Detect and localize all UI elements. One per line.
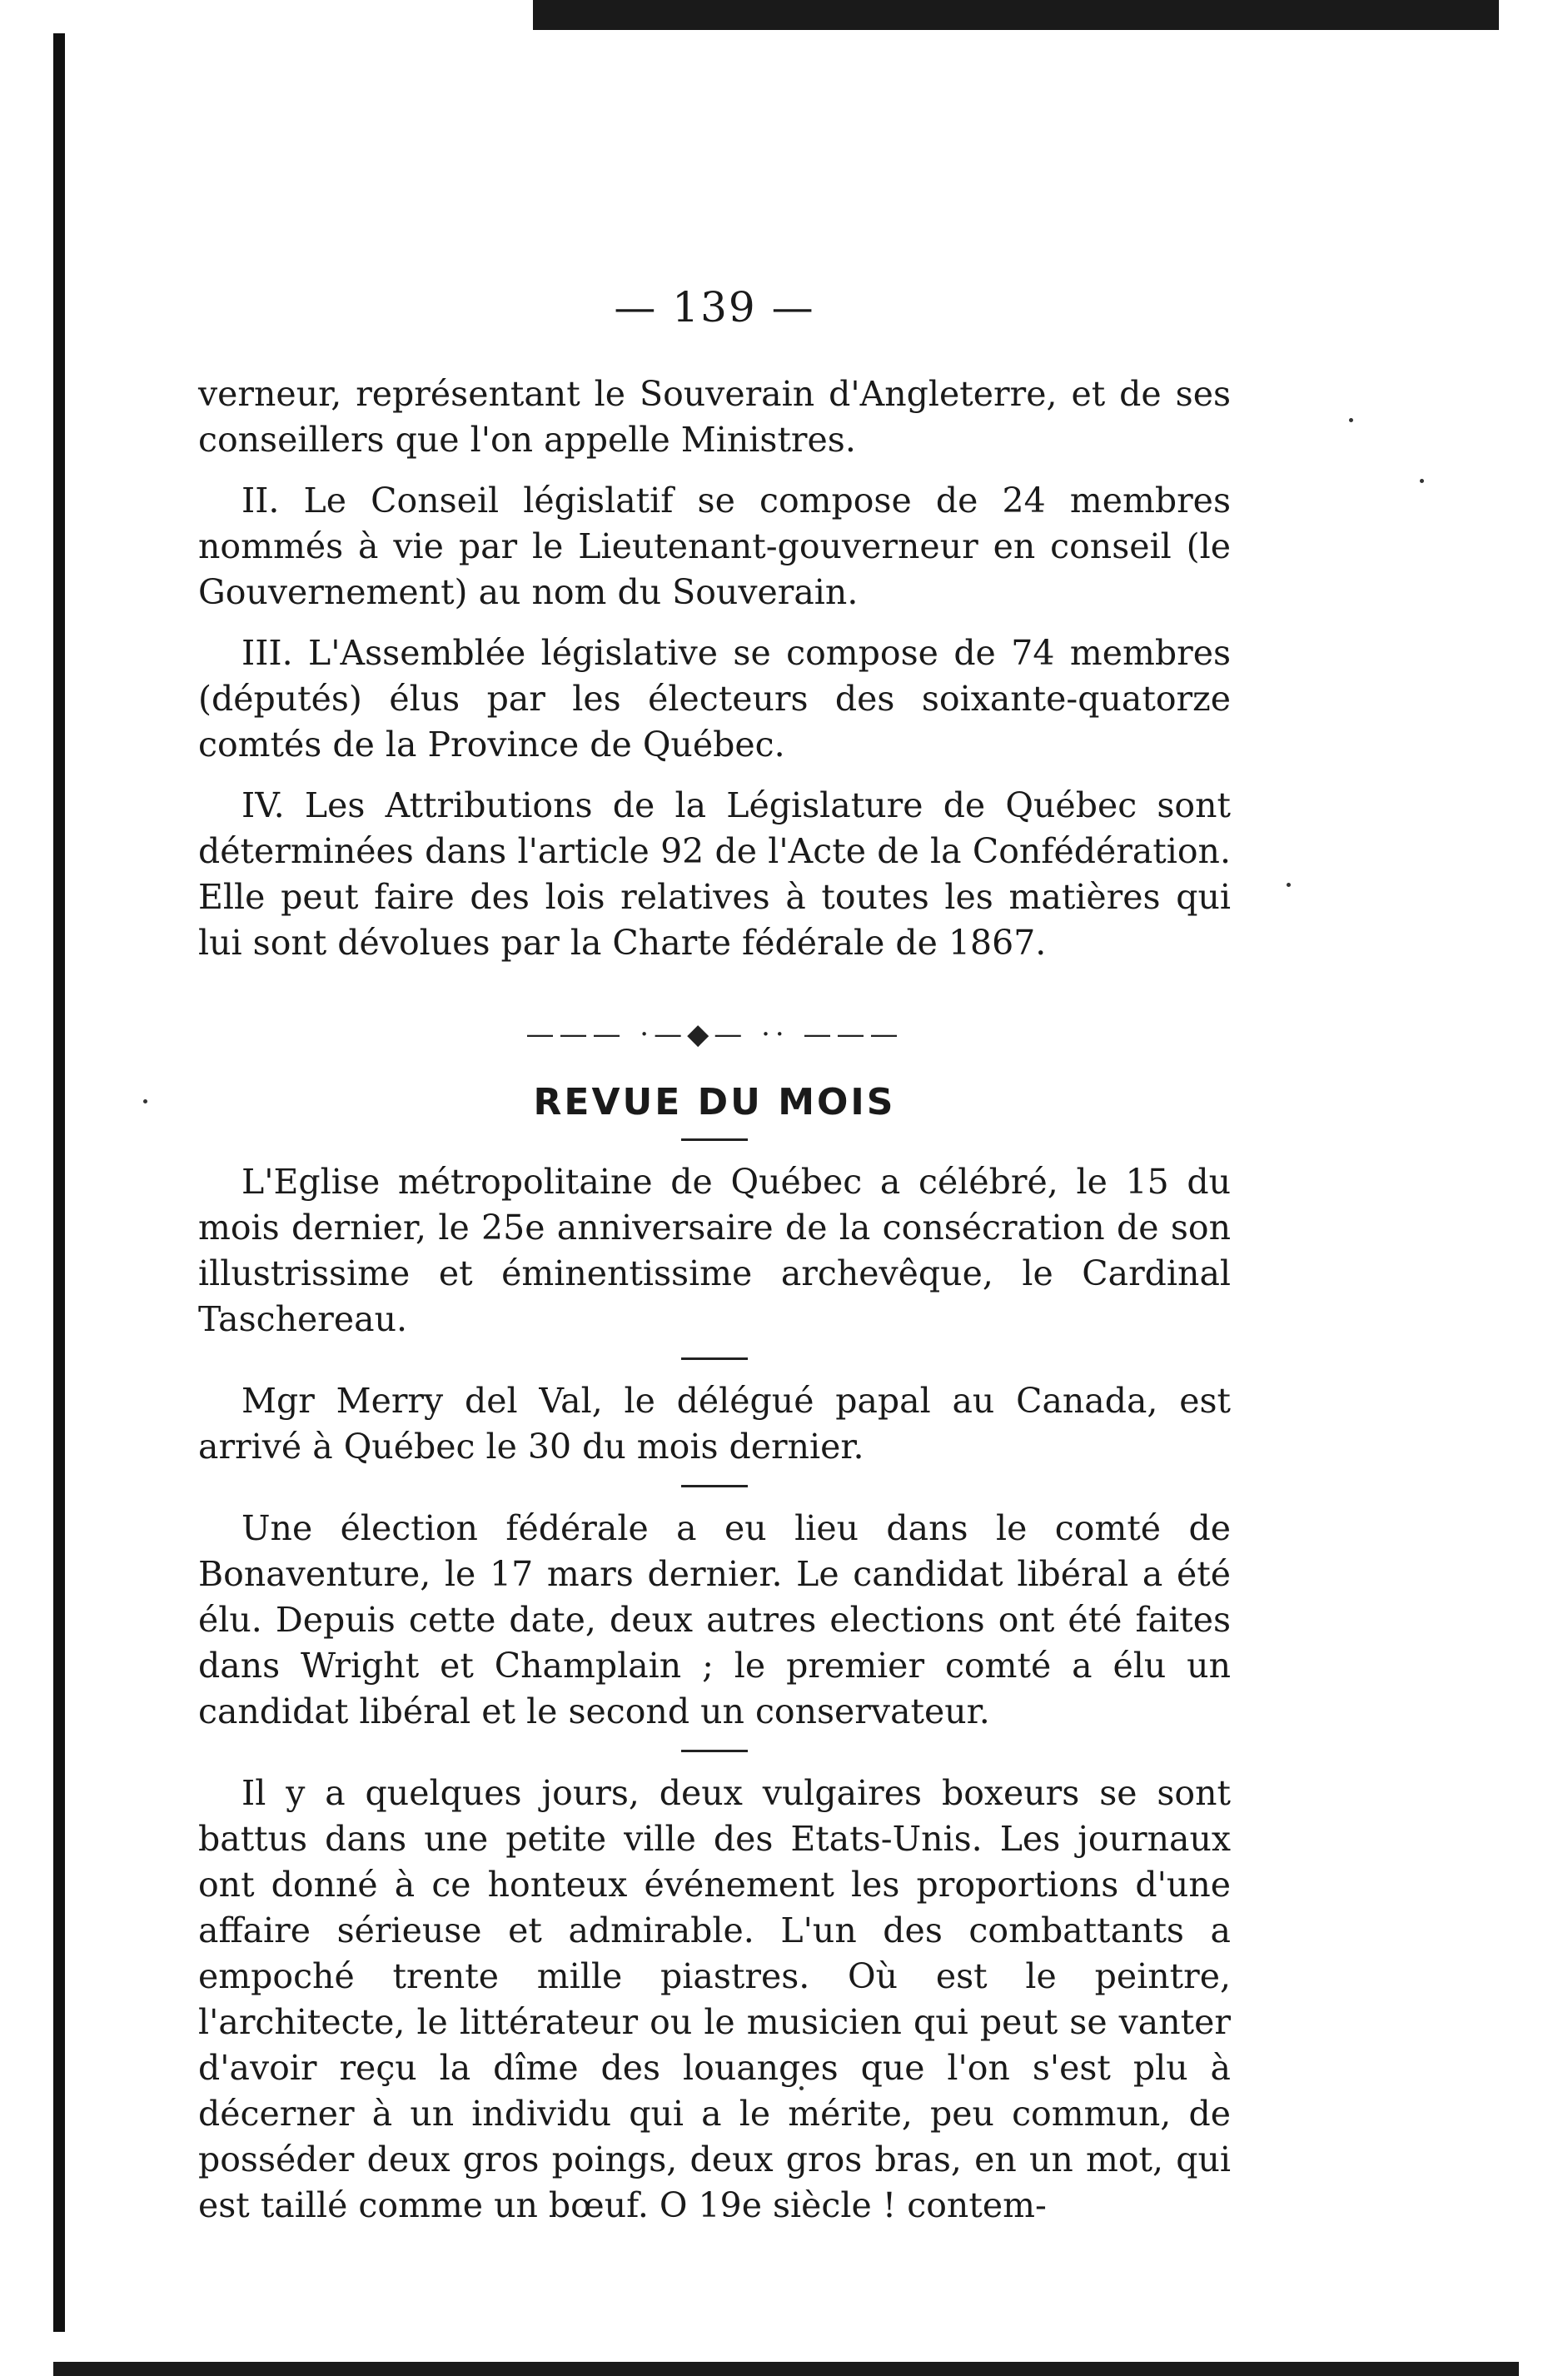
scan-speck <box>1349 418 1353 422</box>
news-separator <box>681 1485 748 1487</box>
paragraph: verneur, représentant le Souverain d'Angleterre, et de ses conseillers que l'on appelle Ministres. <box>198 374 1231 460</box>
news-item: Mgr Merry del Val, le délégué papal au Canada, est arrivé à Québec le 30 du mois dernier. <box>198 1381 1231 1467</box>
scan-speck <box>1287 883 1291 887</box>
news-item: L'Eglise métropolitaine de Québec a célébré, le 15 du mois dernier, le 25e anniversaire de la consécration de son illustrissime et éminentissime archevêque, le Cardinal Taschereau. <box>198 1162 1231 1339</box>
news-separator <box>681 1357 748 1360</box>
page-number: — 139 — <box>614 283 815 331</box>
paragraph: II. Le Conseil législatif se compose de 24 membres nommés à vie par le Lieutenant-gouverneur en conseil (le Gouvernement) au nom du Souverain. <box>198 481 1231 612</box>
news-separator <box>681 1750 748 1752</box>
title-rule <box>681 1138 748 1141</box>
page-content <box>198 283 1231 2229</box>
news-item: Il y a quelques jours, deux vulgaires boxeurs se sont battus dans une petite ville des Etats-Unis. Les journaux ont donné à ce honteux événement les proportions d'une affaire sérieuse et admirable. L'un des combattants a empoché trente mille piastres. Où est le peintre, l'architecte, le littérateur ou le musicien qui peut se vanter d'avoir reçu la dîme des louanges que l'on s'est plu à décerner à un individu qui a le mérite, peu commun, de posséder deux gros poings, deux gros bras, en un mot, qui est taillé comme un bœuf. O 19e siècle ! contem- <box>198 1773 1231 2225</box>
section-divider-ornament: ——— ·—◆— ·· ——— <box>525 1018 903 1051</box>
scan-edge-top <box>533 0 1499 30</box>
scan-speck <box>143 1099 147 1103</box>
section-title: REVUE DU MOIS <box>533 1081 896 1123</box>
paragraph: IV. Les Attributions de la Législature de Québec sont déterminées dans l'article 92 de l'Acte de la Confédération. Elle peut faire des lois relatives à toutes les matières qui lui sont dévolues par la Charte fédérale de 1867. <box>198 785 1231 963</box>
paragraph: III. L'Assemblée législative se compose de 74 membres (députés) élus par les électeurs des soixante-quatorze comtés de la Province de Québec. <box>198 633 1231 765</box>
news-list <box>198 1159 1231 2229</box>
scan-edge-bottom <box>53 2362 1519 2376</box>
scan-edge-left <box>53 33 65 2332</box>
news-item: Une élection fédérale a eu lieu dans le comté de Bonaventure, le 17 mars dernier. Le candidat libéral a été élu. Depuis cette date, deux autres elections ont été faites dans Wright et Champlain ; le premier comté a élu un candidat libéral et le second un conservateur. <box>198 1508 1231 1731</box>
scan-speck <box>1420 479 1424 483</box>
